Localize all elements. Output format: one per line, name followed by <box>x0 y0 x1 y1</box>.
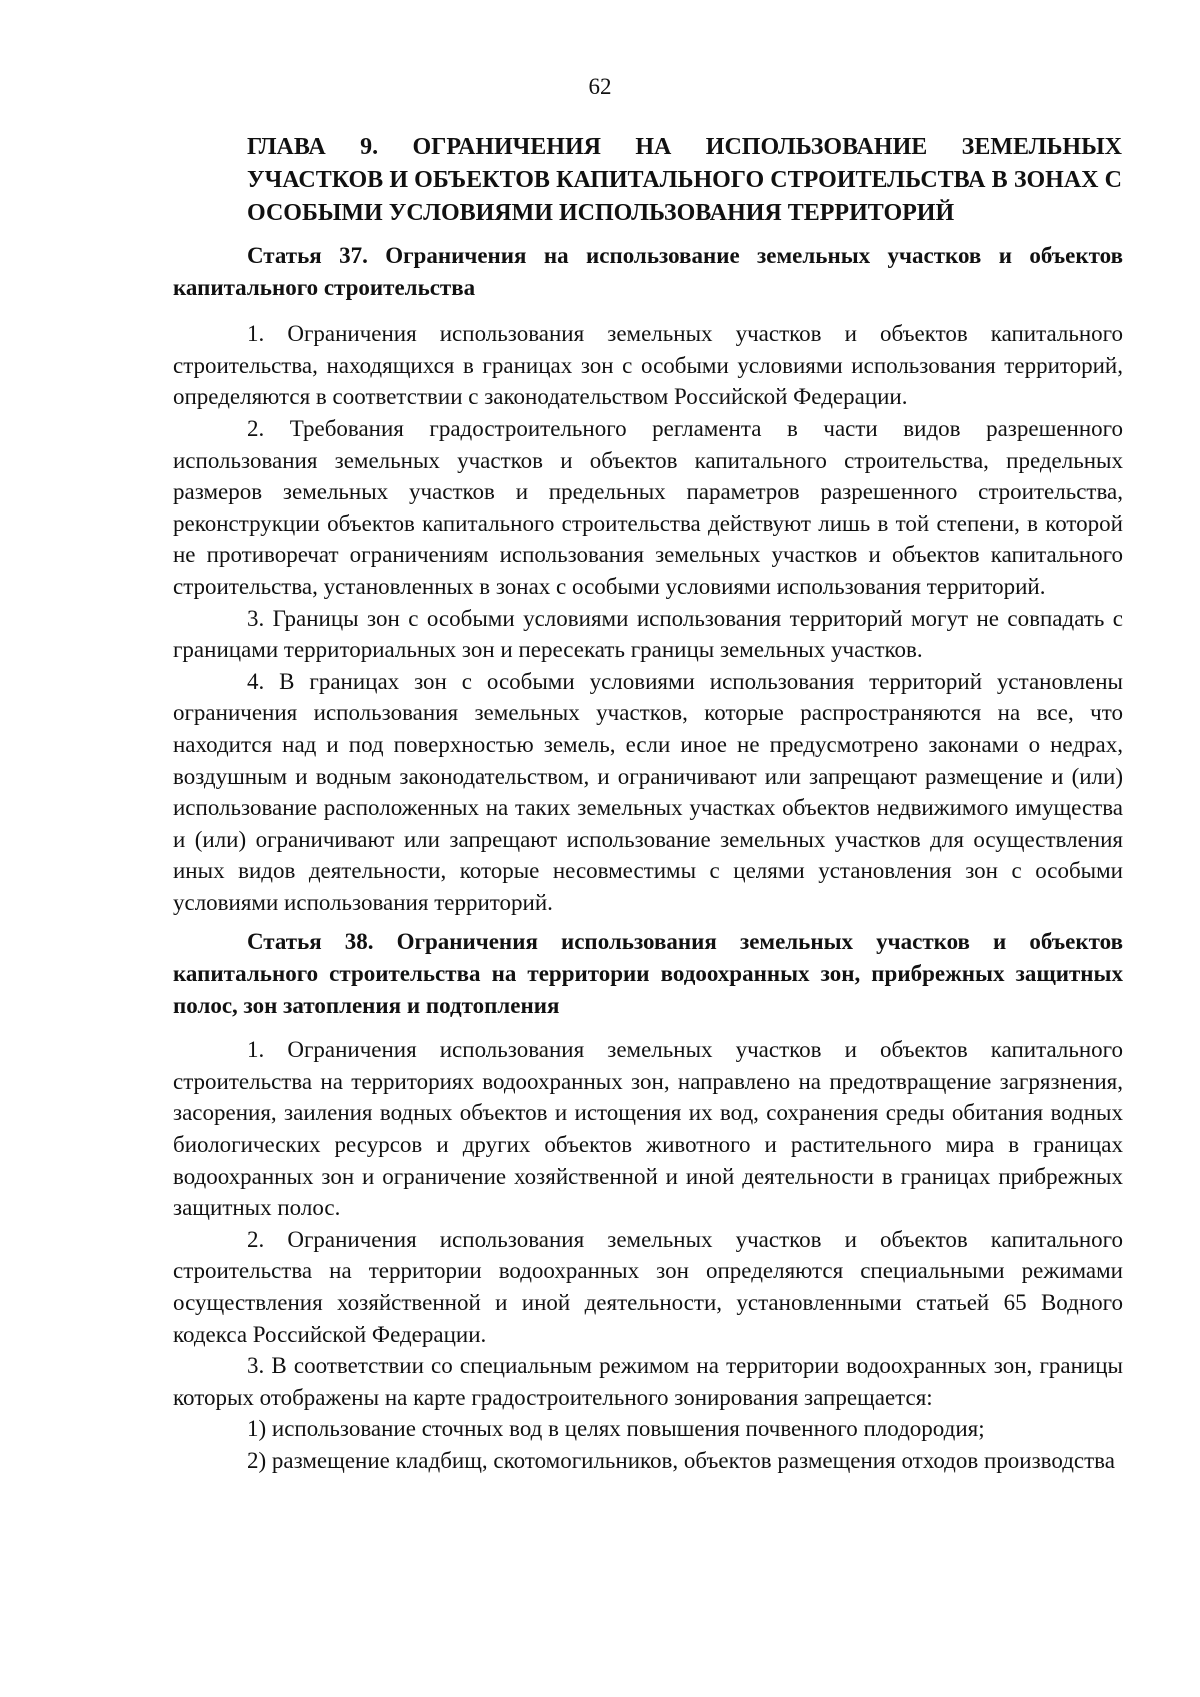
article-37-paragraph-2: 2. Требования градостроительного регламента в части видов разрешенного использования земельных участков и объектов капитального строительства, предельных размеров земельных участков и предельных параметров разрешенного строительства, реконструкции объектов капитального строительства действуют лишь в той степени, в которой не противоречат ограничениям использования земельных участков и объектов капитального строительства, установленных в зонах с особыми условиями использования территорий. <box>173 415 1123 599</box>
article-38-paragraph-3: 3. В соответствии со специальным режимом на территории водоохранных зон, границы которых отображены на карте градостроительного зонирования запрещается: <box>173 1353 1123 1410</box>
article-37-paragraph-1: 1. Ограничения использования земельных участков и объектов капитального строительства, находящихся в границах зон с особыми условиями использования территорий, определяются в соответствии с законодательством Российской Федерации. <box>173 321 1123 410</box>
chapter-title: ГЛАВА 9. ОГРАНИЧЕНИЯ НА ИСПОЛЬЗОВАНИЕ ЗЕМЕЛЬНЫХ УЧАСТКОВ И ОБЪЕКТОВ КАПИТАЛЬНОГО СТРОИТЕЛЬСТВА В ЗОНАХ С ОСОБЫМИ УСЛОВИЯМИ ИСПОЛЬЗОВАНИЯ ТЕРРИТОРИЙ <box>247 134 1122 226</box>
article-38-heading: Статья 38. Ограничения использования земельных участков и объектов капитального строительства на территории водоохранных зон, прибрежных защитных полос, зон затопления и подтопления <box>173 929 1123 1018</box>
article-38-list-item-1: 1) использование сточных вод в целях повышения почвенного плодородия; <box>247 1416 985 1442</box>
page-number: 62 <box>588 74 612 99</box>
article-37-paragraph-4: 4. В границах зон с особыми условиями использования территорий установлены ограничения использования земельных участков, которые распространяются на все, что находится над и под поверхностью земель, если иное не предусмотрено законами о недрах, воздушным и водным законодательством, и ограничивают или запрещают размещение и (или) использование расположенных на таких земельных участках объектов недвижимого имущества и (или) ограничивают или запрещают использование земельных участков для осуществления иных видов деятельности, которые несовместимы с целями установления зон с особыми условиями использования территорий. <box>173 668 1123 915</box>
article-38-paragraph-2: 2. Ограничения использования земельных участков и объектов капитального строительства на территории водоохранных зон определяются специальными режимами осуществления хозяйственной и иной деятельности, установленными статьей 65 Водного кодекса Российской Федерации. <box>173 1226 1123 1347</box>
article-38-list-item-2: 2) размещение кладбищ, скотомогильников, объектов размещения отходов производства <box>247 1447 1115 1473</box>
article-38-paragraph-1: 1. Ограничения использования земельных участков и объектов капитального строительства на территориях водоохранных зон, направлено на предотвращение загрязнения, засорения, заиления водных объектов и истощения их вод, сохранения среды обитания водных биологических ресурсов и других объектов животного и растительного мира в границах водоохранных зон и ограничение хозяйственной и иной деятельности в границах прибрежных защитных полос. <box>173 1037 1123 1221</box>
document-body <box>173 240 1123 1477</box>
article-37-heading: Статья 37. Ограничения на использование земельных участков и объектов капитального строительства <box>173 243 1123 300</box>
article-37-paragraph-3: 3. Границы зон с особыми условиями использования территорий могут не совпадать с границами территориальных зон и пересекать границы земельных участков. <box>173 605 1123 663</box>
